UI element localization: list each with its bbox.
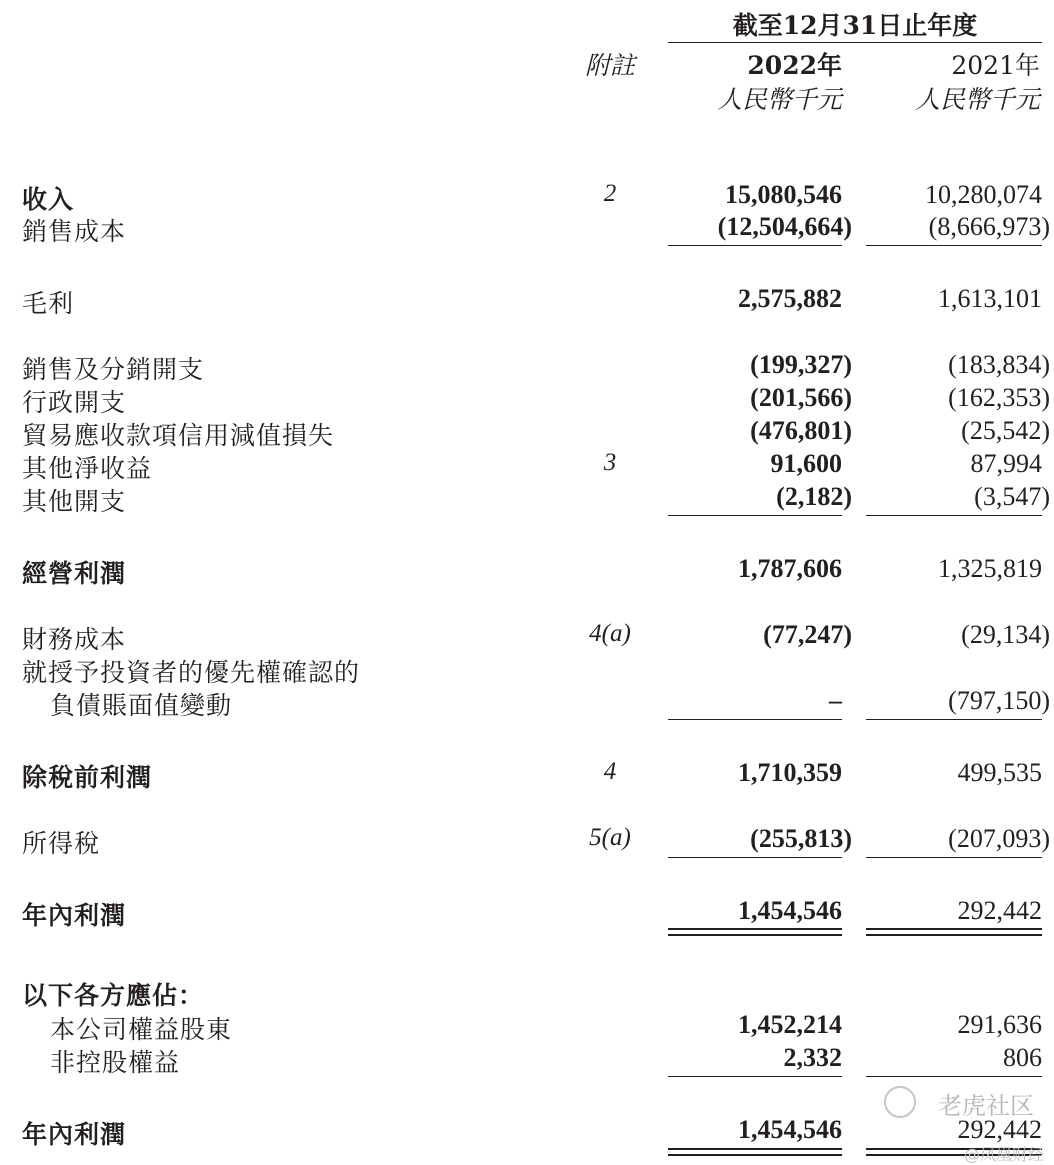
- note-column-header: 附註: [584, 51, 635, 80]
- subtotal-rule-2021: [866, 857, 1042, 858]
- subtotal-rule-2022: [668, 1076, 842, 1077]
- row-value-2021-non-controlling-interests: 806: [1003, 1043, 1042, 1072]
- row-label-profit-before-tax: 除稅前利潤: [22, 763, 153, 792]
- row-value-2022-admin-expenses: (201,566): [750, 383, 852, 412]
- row-value-2022-income-tax: (255,813): [750, 824, 852, 853]
- row-value-2022-profit-for-year: 1,454,546: [738, 896, 842, 925]
- row-value-2021-admin-expenses: (162,353): [948, 383, 1050, 412]
- row-value-2022-cost-of-sales: (12,504,664): [717, 212, 852, 241]
- subtotal-rule-2021: [866, 515, 1042, 516]
- row-value-2021-preferred-rights-liability: (797,150): [948, 686, 1050, 715]
- row-value-2021-operating-profit: 1,325,819: [938, 554, 1042, 583]
- subtotal-rule-2021: [866, 719, 1042, 720]
- row-value-2022-other-net-income: 91,600: [770, 449, 842, 478]
- row-value-2022-credit-impairment: (476,801): [750, 416, 852, 445]
- row-value-2022-gross-profit: 2,575,882: [738, 284, 842, 313]
- row-label-attributable-to: 以下各方應佔：: [22, 981, 205, 1010]
- row-value-2022-selling-expenses: (199,327): [750, 350, 852, 379]
- unit-current-header: 人民幣千元: [716, 85, 842, 114]
- subtotal-rule-2021: [866, 245, 1042, 246]
- row-value-2021-income-tax: (207,093): [948, 824, 1050, 853]
- subtotal-rule-2022: [668, 719, 842, 720]
- row-value-2022-revenue: 15,080,546: [725, 180, 842, 209]
- year-prior-header: 2021年: [951, 51, 1040, 80]
- row-value-2021-selling-expenses: (183,834): [948, 350, 1050, 379]
- row-value-2022-finance-costs: (77,247): [763, 620, 852, 649]
- total-double-rule-2022: [668, 1148, 842, 1156]
- header-rule: [668, 42, 1042, 43]
- row-value-2021-other-net-income: 87,994: [970, 449, 1042, 478]
- row-note-profit-before-tax: 4: [603, 758, 617, 785]
- period-header: 截至12月31日止年度: [732, 11, 978, 40]
- row-value-2021-cost-of-sales: (8,666,973): [928, 212, 1050, 241]
- row-label-preferred-rights-liability-cont: 負債賬面值變動: [50, 691, 233, 720]
- row-value-2022-profit-before-tax: 1,710,359: [738, 758, 842, 787]
- row-note-revenue: 2: [603, 180, 617, 207]
- row-label-admin-expenses: 行政開支: [22, 388, 127, 417]
- subtotal-rule-2022: [668, 245, 842, 246]
- unit-prior-header: 人民幣千元: [914, 85, 1040, 114]
- row-label-profit-for-year-total: 年內利潤: [22, 1120, 127, 1149]
- year-current-header: 2022年: [747, 51, 842, 80]
- row-note-other-net-income: 3: [603, 449, 617, 476]
- row-value-2022-equity-shareholders: 1,452,214: [738, 1010, 842, 1039]
- watermark-logo-icon: [884, 1086, 916, 1118]
- subtotal-rule-2022: [668, 515, 842, 516]
- row-value-2022-profit-for-year-total: 1,454,546: [738, 1115, 842, 1144]
- row-value-2022-non-controlling-interests: 2,332: [783, 1043, 842, 1072]
- row-label-other-net-income: 其他淨收益: [22, 454, 153, 483]
- row-label-equity-shareholders: 本公司權益股東: [50, 1015, 233, 1044]
- row-note-finance-costs: 4(a): [589, 620, 631, 647]
- row-label-non-controlling-interests: 非控股權益: [50, 1048, 181, 1077]
- row-value-2022-preferred-rights-liability: –: [829, 686, 842, 715]
- total-double-rule-2022: [668, 928, 842, 936]
- row-value-2022-other-expenses: (2,182): [776, 482, 852, 511]
- row-note-income-tax: 5(a): [589, 824, 631, 851]
- row-value-2022-operating-profit: 1,787,606: [738, 554, 842, 583]
- row-label-income-tax: 所得稅: [22, 829, 101, 858]
- subtotal-rule-2022: [668, 857, 842, 858]
- row-value-2021-credit-impairment: (25,542): [961, 416, 1050, 445]
- row-value-2021-other-expenses: (3,547): [974, 482, 1050, 511]
- row-value-2021-gross-profit: 1,613,101: [938, 284, 1042, 313]
- row-label-preferred-rights-liability: 就授予投資者的優先權確認的: [22, 658, 361, 687]
- row-label-revenue: 收入: [22, 185, 75, 214]
- row-label-profit-for-year: 年內利潤: [22, 901, 127, 930]
- row-value-2021-profit-for-year-total: 292,442: [957, 1115, 1042, 1144]
- row-value-2021-profit-for-year: 292,442: [957, 896, 1042, 925]
- row-label-selling-expenses: 銷售及分銷開支: [22, 355, 205, 384]
- row-label-other-expenses: 其他開支: [22, 487, 127, 516]
- row-value-2021-profit-before-tax: 499,535: [957, 758, 1042, 787]
- row-label-operating-profit: 經營利潤: [22, 559, 127, 588]
- total-double-rule-2021: [866, 928, 1042, 936]
- row-label-gross-profit: 毛利: [22, 289, 75, 318]
- row-value-2021-finance-costs: (29,134): [961, 620, 1050, 649]
- row-label-credit-impairment: 貿易應收款項信用減值損失: [22, 421, 335, 450]
- row-value-2021-revenue: 10,280,074: [925, 180, 1042, 209]
- row-label-finance-costs: 財務成本: [22, 625, 127, 654]
- watermark-text: 老虎社区: [938, 1092, 1034, 1120]
- row-value-2021-equity-shareholders: 291,636: [957, 1010, 1042, 1039]
- subtotal-rule-2021: [866, 1076, 1042, 1077]
- watermark-subtext: @凤凰财经: [963, 1145, 1044, 1164]
- row-label-cost-of-sales: 銷售成本: [22, 217, 127, 246]
